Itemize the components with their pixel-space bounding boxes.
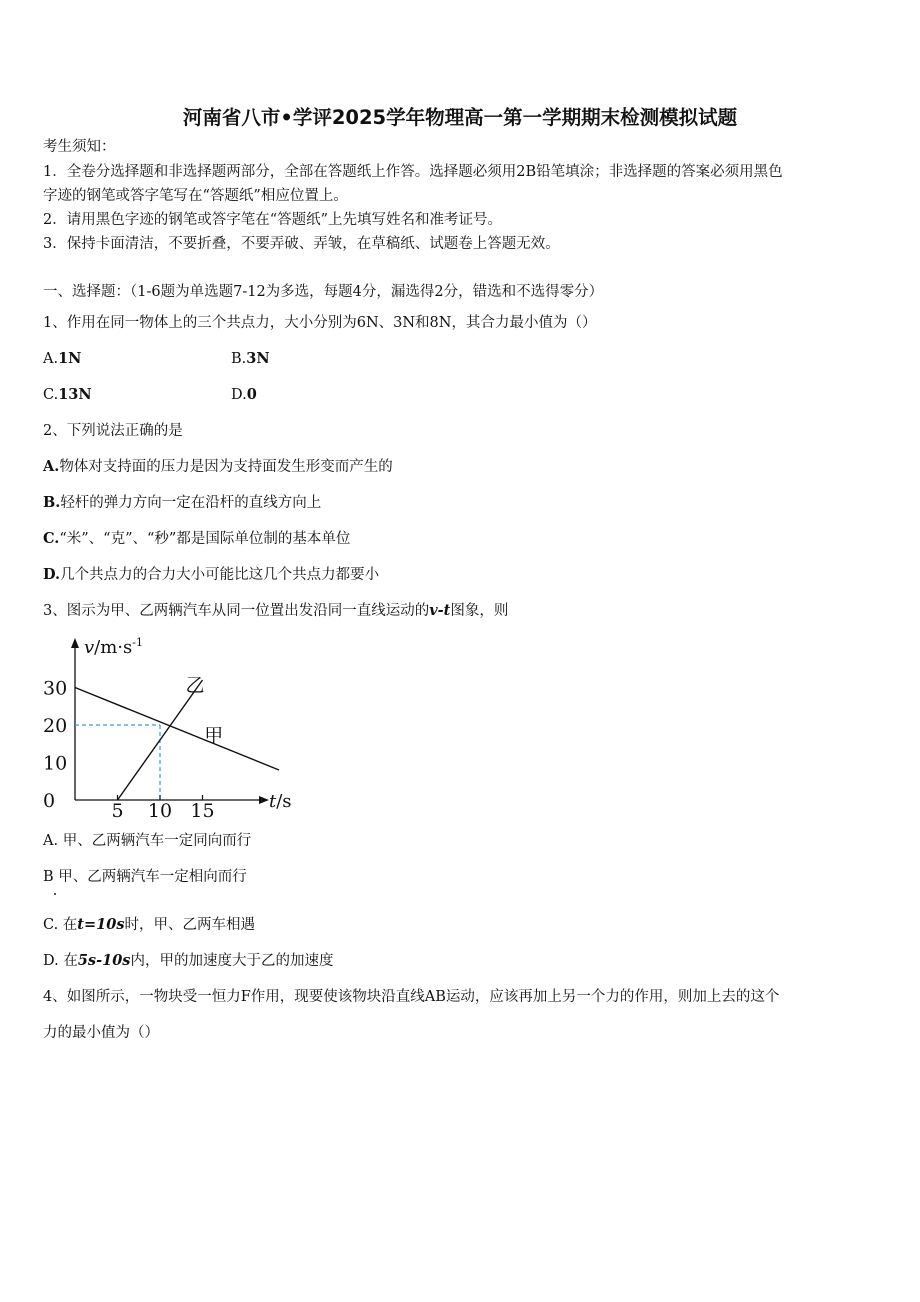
q3-option-d xyxy=(43,952,333,970)
question-2-stem: 2、下列说法正确的是 xyxy=(43,423,183,439)
y-axis-arrow xyxy=(71,638,79,648)
option-label: C. xyxy=(43,387,59,403)
y-tick-label: 30 xyxy=(43,677,68,700)
notice-item: 1．全卷分选择题和非选择题两部分，全部在答题纸上作答。选择题必须用2B铅笔填涂；非选择题的答案必须用黑色 xyxy=(43,164,783,180)
question-4-stem-cont: 力的最小值为（） xyxy=(43,1025,159,1041)
stem-text: 图象，则 xyxy=(450,603,509,619)
option-label: D. xyxy=(43,566,61,583)
y-tick-label: 20 xyxy=(43,715,68,737)
y-axis-label: $v/m\cdot s^{-1}$ xyxy=(84,636,143,658)
option-value: 0 xyxy=(246,386,257,403)
question-1-stem: 1、作用在同一物体上的三个共点力，大小分别为6N、3N和8N，其合力最小值为（） xyxy=(43,315,597,331)
series-label-jia: 甲 xyxy=(204,724,224,747)
stray-dot xyxy=(54,893,56,895)
option-text: “米”、“克”、“秒”都是国际单位制的基本单位 xyxy=(59,531,351,547)
series-label-yi: 乙 xyxy=(185,674,205,697)
q2-option-b xyxy=(43,494,321,512)
option-emphasis: t=10s xyxy=(77,916,125,933)
option-label: B. xyxy=(43,494,61,511)
q2-option-a xyxy=(43,458,393,476)
y-tick-label: 0 xyxy=(43,790,56,812)
section-heading: 一、选择题：（1-6题为单选题7-12为多选，每题4分，漏选得2分，错选和不选得零分） xyxy=(43,284,604,300)
notice-heading: 考生须知： xyxy=(43,139,116,155)
option-text: C. 在 xyxy=(43,917,78,933)
option-text: D. 在 xyxy=(43,953,78,969)
question-3-stem xyxy=(43,602,508,620)
question-4-stem: 4、如图所示，一物块受一恒力F作用，现要使该物块沿直线AB运动，应该再加上另一个力的作用，则加上去的这个 xyxy=(43,989,780,1005)
option-value: 3N xyxy=(246,350,270,367)
x-axis-arrow xyxy=(259,796,269,804)
q1-option-a xyxy=(43,350,81,368)
series-line-jia xyxy=(75,688,279,771)
option-label: B. xyxy=(231,351,247,367)
q1-option-b xyxy=(231,350,270,368)
q3-option-a: A. 甲、乙两辆汽车一定同向而行 xyxy=(43,833,252,849)
x-tick-label: 10 xyxy=(147,800,173,822)
x-tick-label: 5 xyxy=(111,800,124,822)
q2-option-c xyxy=(43,530,350,548)
option-value: 13N xyxy=(58,386,92,403)
q3-option-b: B 甲、乙两辆汽车一定相向而行 xyxy=(43,869,247,885)
option-label: A. xyxy=(43,351,59,367)
option-value: 1N xyxy=(58,350,82,367)
page-title: 河南省八市•学评2025学年物理高一第一学期期末检测模拟试题 xyxy=(182,106,738,129)
q2-option-d xyxy=(43,566,379,584)
x-axis-label: t/s xyxy=(269,791,292,812)
option-label: C. xyxy=(43,530,60,547)
option-text: 轻杆的弹力方向一定在沿杆的直线方向上 xyxy=(60,495,322,511)
notice-item: 3．保持卡面清洁，不要折叠，不要弄破、弄皱，在草稿纸、试题卷上答题无效。 xyxy=(43,236,560,252)
x-tick-label: 15 xyxy=(190,800,215,822)
option-text: 物体对支持面的压力是因为支持面发生形变而产生的 xyxy=(59,459,393,475)
option-text: 时，甲、乙两车相遇 xyxy=(124,917,255,933)
option-text: 内，甲的加速度大于乙的加速度 xyxy=(130,953,334,969)
option-emphasis: 5s-10s xyxy=(77,952,131,969)
stem-text: 3、图示为甲、乙两辆汽车从同一位置出发沿同一直线运动的 xyxy=(43,603,430,619)
q1-option-d xyxy=(231,386,257,404)
option-label: D. xyxy=(231,387,247,403)
q1-option-c xyxy=(43,386,92,404)
y-tick-label: 10 xyxy=(43,752,68,775)
notice-item: 2．请用黑色字迹的钢笔或答字笔在“答题纸”上先填写姓名和准考证号。 xyxy=(43,212,503,228)
vt-chart xyxy=(40,632,310,828)
notice-item: 字迹的钢笔或答字笔写在“答题纸”相应位置上。 xyxy=(43,188,348,204)
option-text: 几个共点力的合力大小可能比这几个共点力都要小 xyxy=(60,567,380,583)
q3-option-c xyxy=(43,916,255,934)
option-label: A. xyxy=(43,458,60,475)
stem-emphasis: v-t xyxy=(429,602,451,619)
